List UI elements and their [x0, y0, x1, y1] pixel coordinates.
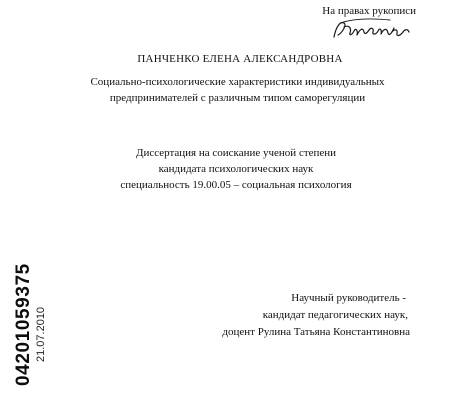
- archive-number: 04201059375: [13, 263, 34, 386]
- archive-stamp: [14, 263, 48, 386]
- title-line-2: предпринимателей с различным типом саморегуляции: [109, 92, 366, 104]
- author-name: ПАНЧЕНКО ЕЛЕНА АЛЕКСАНДРОВНА: [137, 53, 343, 65]
- degree-line-1: Диссертация на соискание ученой степени: [135, 147, 337, 159]
- degree-line-3: специальность 19.00.05 – социальная психология: [120, 179, 352, 191]
- supervisor-line-3: доцент Рулина Татьяна Константиновна: [222, 326, 410, 338]
- dissertation-title: [0, 74, 450, 106]
- handwritten-signature: [330, 15, 412, 45]
- title-line-1: Социально-психологические характеристики индивидуальных: [90, 76, 385, 88]
- scientific-supervisor: [222, 290, 410, 341]
- degree-statement: [0, 145, 450, 193]
- supervisor-line-1: Научный руководитель -: [291, 292, 406, 304]
- degree-line-2: кандидата психологических наук: [158, 163, 314, 175]
- supervisor-line-2: кандидат педагогических наук,: [262, 309, 408, 321]
- archive-date: 21.07.2010: [35, 306, 47, 362]
- manuscript-rights-note: На правах рукописи: [322, 5, 416, 17]
